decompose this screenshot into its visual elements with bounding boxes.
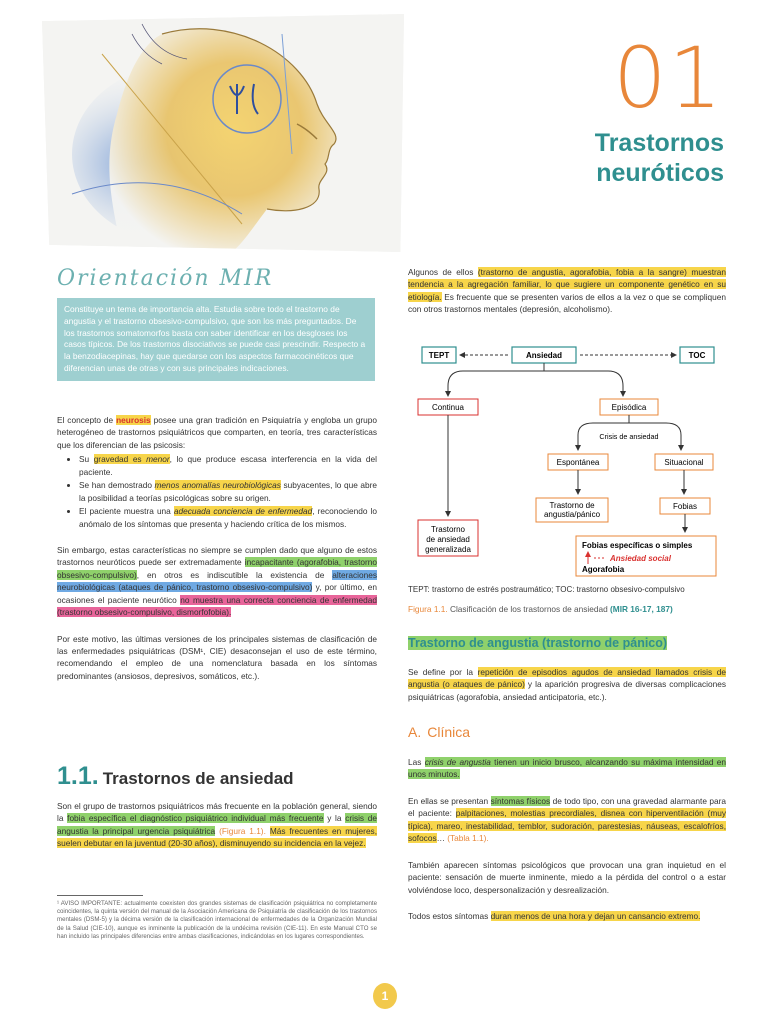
- text-span: Se han demostrado: [79, 480, 155, 491]
- list-item: [79, 479, 377, 504]
- characteristics-list: [79, 453, 377, 530]
- text-span: Son el grupo de trastornos psiquiátricos más frecuente en la población general, siendo la: [57, 801, 377, 824]
- text-span: y la: [323, 813, 346, 824]
- ansiedad-label: Ansiedad: [525, 351, 563, 360]
- fobias-label: Fobias: [672, 502, 698, 511]
- text-span: menor: [146, 454, 170, 465]
- orientation-box: Constituye un tema de importancia alta. Estudia sobre todo el trastorno de angustia y el trastorno obsesivo-compulsivo, que son los más preguntados. De los trastornos somatomorfos basta con saber identificar en los desgloses los casos típicos. De los trastornos disociativos se puede casi prescindir. Respecto a la benzodiacepinas, hay que quedarse con los aspectos farmacocinéticos que diferencian unas de otras y con sus principales indicaciones.: [57, 298, 375, 381]
- fobias-especificas: Fobias específicas o simples: [582, 541, 693, 550]
- text-span: de todo tipo, con una gravedad alarmante para el paciente:: [408, 795, 726, 819]
- highlight: palpitaciones, molestias precordiales, disnea con hiperventilación (muy típica), mareo, inestabilidad, temblor, sudoración, parestesias, náuseas, escalofríos, sofocos: [408, 808, 726, 844]
- highlight: no muestra una correcta conciencia de enfermedad (trastorno obsesivo-compulsivo, dismorfofobia).: [57, 594, 377, 618]
- highlight: menos anomalías neurobiológicas: [154, 480, 281, 491]
- text-span: gravedad es: [93, 454, 147, 465]
- chapter-title-line2: neuróticos: [596, 159, 724, 187]
- highlight: [94, 454, 170, 464]
- tag-label-3: generalizada: [425, 545, 471, 554]
- tept-label: TEPT: [428, 351, 450, 360]
- clinica-title: Clínica: [427, 724, 471, 740]
- right-intro-paragraph: [408, 266, 726, 316]
- section-body: [57, 800, 377, 850]
- text-span: El paciente muestra una: [79, 506, 174, 517]
- intro-paragraph-1: [57, 414, 377, 451]
- section-title: Trastornos de ansiedad: [102, 769, 294, 788]
- footnote-divider: [57, 895, 143, 896]
- text-span: , en otros es indiscutible la existencia de: [136, 569, 333, 580]
- situacional-label: Situacional: [664, 458, 704, 467]
- list-item: [79, 505, 377, 530]
- section-heading: [57, 758, 294, 796]
- clinica-body: [408, 756, 726, 922]
- clinica-paragraph-2: [408, 795, 726, 845]
- tag-label-2: de ansiedad: [426, 535, 470, 544]
- text-span: Se define por la: [408, 667, 478, 677]
- chapter-illustration: [42, 14, 404, 252]
- orientation-heading: Orientación MIR: [57, 266, 274, 291]
- text-span: Es frecuente que se presenten varios de ellos a la vez o que se compliquen con otros trastornos mentales (depresión, alcoholismo).: [408, 291, 726, 315]
- footnote: ¹ AVISO IMPORTANTE: actualmente coexisten dos grandes sistemas de clasificación psiquiátrica no completamente coincidentes, la quinta versión del manual de la Asociación Americana de Psiquiatría de clasificación de los trastornos mentales (DSM-5) y la décima versión de la clasificación internacional de enfermedades de la Organización Mundial de la Salud (CIE-10), aunque es inminente la publicación de la undécima revisión (CIE-11). En este Manual CTO se han incluido las principales diferencias entre ambas clasificaciones, indicándolas en los lugares correspondientes.: [57, 900, 377, 940]
- text-span: crisis de angustia: [424, 757, 491, 767]
- subsection-paragraph: [408, 666, 726, 703]
- clinica-paragraph-1: [408, 756, 726, 781]
- figure-caption: [408, 603, 726, 615]
- highlight: (trastorno de angustia, agorafobia, fobia a la sangre) muestran tendencia a la agregación familiar, lo que sugiere un componente genético en su etiología.: [408, 267, 726, 302]
- text-span: …: [436, 833, 448, 844]
- highlight: incapacitante (agorafobia, trastorno obsesivo-compulsivo): [57, 557, 377, 580]
- text-span: subyacentes, lo que abre la posibilidad a teorías psicológicas sobre su origen.: [79, 480, 377, 503]
- highlight: adecuada conciencia de enfermedad: [173, 506, 313, 517]
- highlight: Más frecuentes en mujeres, suelen debutar en la juventud (20-30 años), disminuyendo su incidencia en la vejez.: [57, 825, 378, 849]
- text-span: , reconociendo lo anómalo de los síntomas que presenta y haciendo crítica de los mismos.: [79, 506, 377, 529]
- highlight: repetición de episodios agudos de ansiedad llamados crisis de angustia (o ataques de pánico): [408, 667, 726, 690]
- text-span: , lo que produce escasa interferencia en la vida del paciente.: [79, 454, 377, 477]
- panico-label-2: angustia/pánico: [543, 510, 601, 519]
- text-span: y la aparición progresiva de diversas complicaciones psiquiátricas (agorafobia, ansiedad anticipatoria, etc.).: [408, 679, 726, 702]
- panico-label-1: Trastorno de: [549, 501, 595, 510]
- section-paragraph: [57, 800, 377, 850]
- figure-reference[interactable]: (Figura 1.1).: [215, 825, 266, 836]
- intro-paragraph-2: [57, 544, 377, 619]
- chapter-number: 01: [613, 29, 724, 127]
- figure-legend: TEPT: trastorno de estrés postraumático; TOC: trastorno obsesivo-compulsivo: [408, 585, 685, 594]
- subsection-title: [408, 634, 667, 653]
- text-span: Algunos de ellos: [408, 267, 478, 277]
- text-span: Su: [79, 454, 94, 465]
- highlight: fobia específica el diagnóstico psiquiátrico individual más frecuente: [67, 813, 324, 824]
- subsection-title-text: Trastorno de angustia (trastorno de pánico): [408, 636, 668, 650]
- text-span: y, por último, en ocasiones el paciente neurótico: [57, 582, 377, 605]
- keyword-neurosis: neurosis: [116, 415, 151, 425]
- espontanea-label: Espontánea: [556, 458, 600, 467]
- figure-caption-text: Clasificación de los trastornos de ansiedad: [447, 604, 611, 614]
- highlight: síntomas físicos: [490, 795, 551, 806]
- clinica-paragraph-4: [408, 910, 726, 922]
- highlight: alteraciones neurobiológicas (ataques de pánico, trastorno obsesivo-compulsivo): [57, 569, 377, 593]
- anxiety-classification-diagram: [408, 340, 726, 580]
- highlight: [408, 757, 726, 779]
- text-span: En ellas se presentan: [408, 795, 491, 806]
- text-span: tienen un inicio brusco, alcanzando su máxima intensidad en unos minutos.: [408, 757, 726, 780]
- text-span: Las: [408, 757, 425, 767]
- intro-section: [57, 414, 377, 682]
- clinica-paragraph-3: También aparecen síntomas psicológicos que provocan una gran inquietud en el paciente: sensación de muerte inminente, miedo a la pérdida del control o a estar volviéndose loco, despersonalización y desrealización.: [408, 859, 726, 895]
- page-number: 1: [373, 983, 397, 1009]
- text-span: Sin embargo, estas características no siempre se cumplen dado que alguno de estos trastornos neuróticos puede ser extremadamente: [57, 544, 377, 568]
- continua-label: Continua: [431, 403, 465, 412]
- figure-label: Figura 1.1.: [408, 604, 448, 614]
- clinica-letter: A.: [408, 724, 422, 740]
- crisis-label: Crisis de ansiedad: [599, 432, 659, 441]
- highlight: crisis de angustia la principal urgencia psiquiátrica: [57, 813, 377, 836]
- clinica-heading: [408, 722, 470, 743]
- highlight: duran menos de una hora y dejan un cansancio extremo.: [490, 910, 701, 921]
- chapter-title: [595, 128, 724, 188]
- agorafobia: Agorafobia: [582, 565, 625, 574]
- toc-label: TOC: [688, 351, 706, 360]
- chapter-title-line1: Trastornos: [594, 129, 724, 157]
- tag-label-1: Trastorno: [431, 525, 465, 534]
- ansiedad-social: Ansiedad social: [610, 554, 671, 563]
- text-span: posee una gran tradición en Psiquiatría y engloba un grupo heterogéneo de trastornos psiquiátricos que comparten, en teoría, tres características que los diferencian de las psicosis:: [57, 415, 377, 450]
- table-reference[interactable]: (Tabla 1.1).: [447, 833, 489, 844]
- mir-reference[interactable]: (MIR 16-17, 187): [610, 604, 673, 614]
- section-number: 1.1.: [57, 762, 99, 790]
- text-span: El concepto de: [57, 415, 117, 425]
- list-item: [79, 453, 377, 478]
- episodica-label: Episódica: [611, 403, 647, 412]
- text-span: Todos estos síntomas: [408, 910, 491, 921]
- subsection-body: [408, 666, 726, 703]
- intro-paragraph-3: Por este motivo, las últimas versiones de los principales sistemas de clasificación de las enfermedades psiquiátricas (DSM¹, CIE) desaconsejan el uso de este término, recomendando el empleo de una nomenclatura basada en los síntomas predominantes (ansiosos, depresivos, somáticos, etc.).: [57, 633, 377, 681]
- right-intro: [408, 266, 726, 316]
